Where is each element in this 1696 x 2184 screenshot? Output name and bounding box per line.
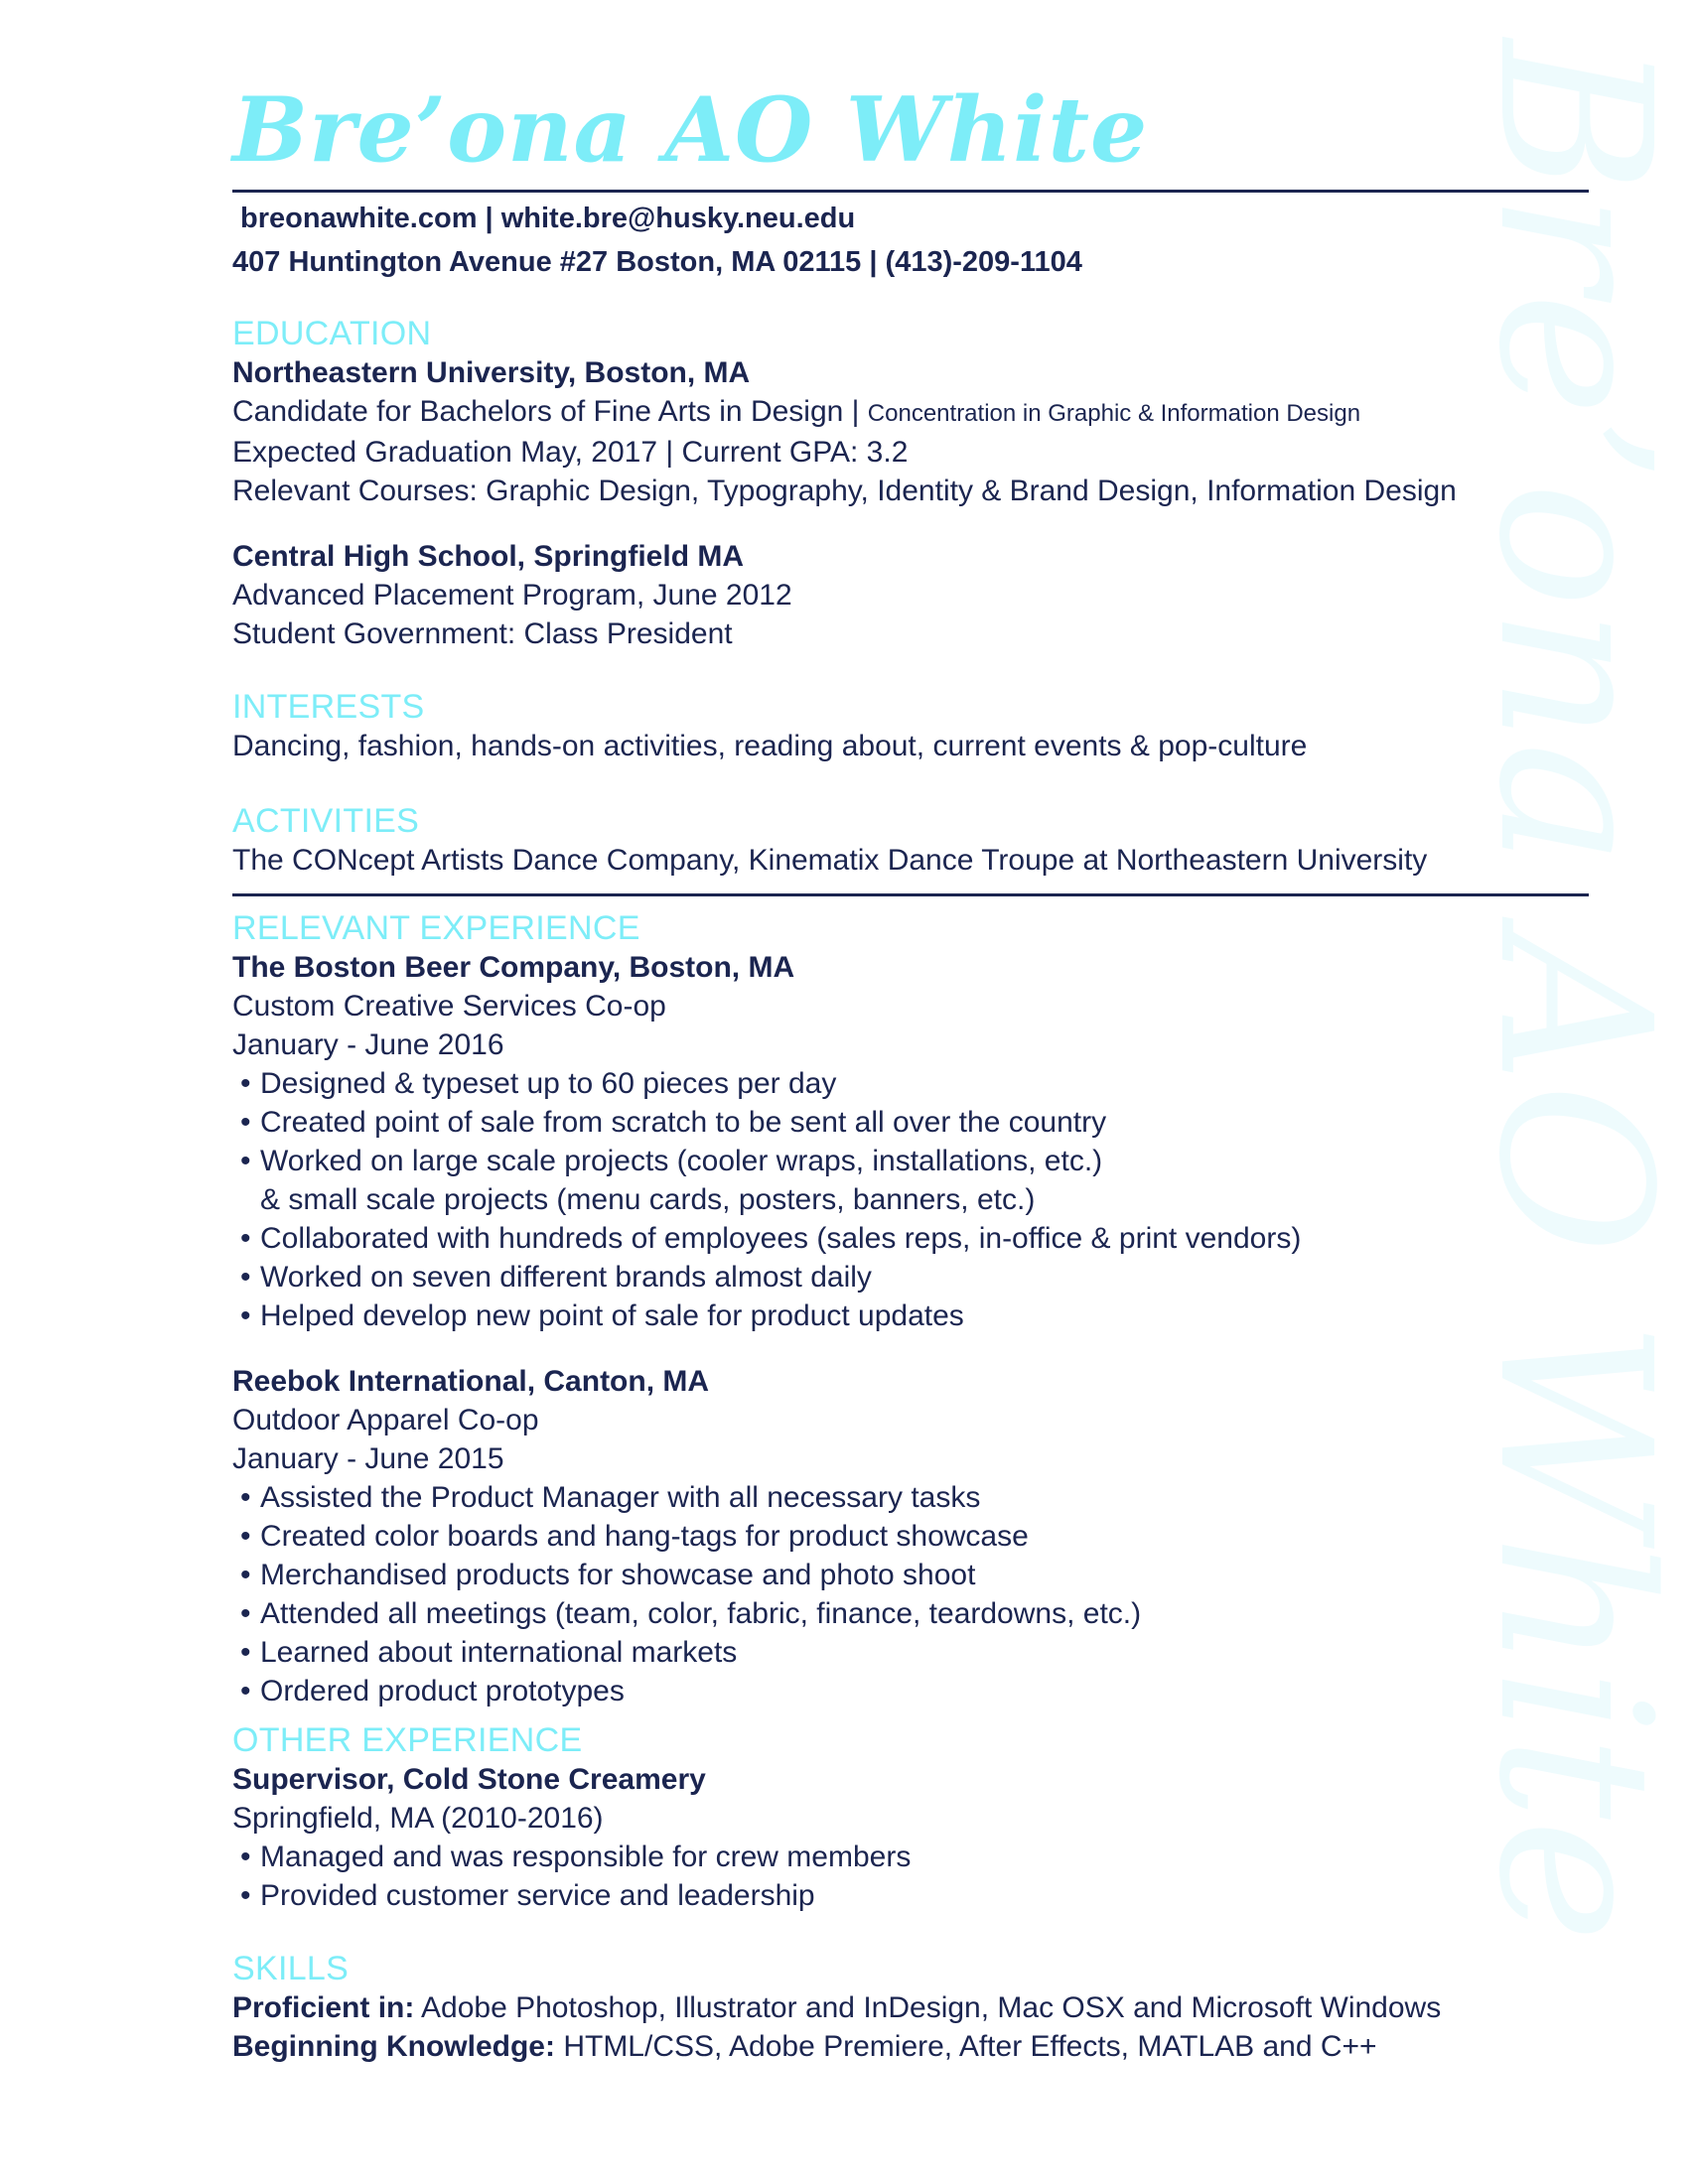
interests-heading: INTERESTS bbox=[232, 688, 425, 726]
degree-line bbox=[232, 392, 1589, 433]
school-name: Central High School, Springfield MA bbox=[232, 540, 745, 573]
interests-section bbox=[232, 687, 1589, 765]
courses-line: Relevant Courses: Graphic Design, Typography, Identity & Brand Design, Information Design bbox=[232, 475, 1457, 507]
concentration-text: Concentration in Graphic & Information Design bbox=[867, 400, 1361, 427]
job-entry bbox=[232, 948, 1589, 1335]
job-bullet: • Collaborated with hundreds of employees (sales reps, in-office & print vendors) bbox=[232, 1219, 1589, 1258]
resume-name: Bre’ona AO White bbox=[232, 77, 1149, 183]
skills-proficient-text: Adobe Photoshop, Illustrator and InDesign, Mac OSX and Microsoft Windows bbox=[421, 1991, 1442, 2024]
skills-beginning bbox=[232, 2027, 1589, 2066]
other-experience-section bbox=[232, 1720, 1589, 1915]
bullet-dot: • bbox=[240, 1481, 251, 1514]
job-company: Supervisor, Cold Stone Creamery bbox=[232, 1763, 706, 1796]
bullet-dot: • bbox=[240, 1261, 251, 1294]
school-detail: Advanced Placement Program, June 2012 bbox=[232, 579, 792, 612]
bullet-dot: • bbox=[240, 1299, 251, 1332]
school-detail: Student Government: Class President bbox=[232, 617, 733, 650]
resume-page bbox=[232, 77, 1589, 2066]
bullet-dot: • bbox=[240, 1559, 251, 1591]
job-dates: January - June 2015 bbox=[232, 1442, 504, 1475]
degree-text: Candidate for Bachelors of Fine Arts in Design | bbox=[232, 395, 868, 428]
job-bullet: • Managed and was responsible for crew members bbox=[232, 1838, 1589, 1876]
contact-address-phone: 407 Huntington Avenue #27 Boston, MA 02115 | (413)-209-1104 bbox=[232, 246, 1082, 278]
bullet-dot: • bbox=[240, 1520, 251, 1553]
job-bullet: • Helped develop new point of sale for product updates bbox=[232, 1297, 1589, 1335]
section-divider bbox=[232, 893, 1589, 896]
education-heading: EDUCATION bbox=[232, 315, 432, 352]
graduation-line: Expected Graduation May, 2017 | Current GPA: 3.2 bbox=[232, 436, 909, 469]
bullet-dot: • bbox=[240, 1841, 251, 1873]
job-bullet: • Provided customer service and leadership bbox=[232, 1876, 1589, 1915]
bullet-dot: • bbox=[240, 1597, 251, 1630]
bullet-dot: • bbox=[240, 1222, 251, 1255]
job-location: Springfield, MA (2010-2016) bbox=[232, 1802, 604, 1835]
skills-beginning-text: HTML/CSS, Adobe Premiere, After Effects, MATLAB and C++ bbox=[563, 2030, 1377, 2063]
job-dates: January - June 2016 bbox=[232, 1028, 504, 1061]
other-experience-heading: OTHER EXPERIENCE bbox=[232, 1721, 583, 1759]
skills-heading: SKILLS bbox=[232, 1950, 350, 1987]
relevant-experience-section bbox=[232, 908, 1589, 1710]
job-bullet: • Ordered product prototypes bbox=[232, 1672, 1589, 1710]
bullet-dot: • bbox=[240, 1675, 251, 1707]
education-section bbox=[232, 314, 1589, 653]
skills-beginning-label: Beginning Knowledge: bbox=[232, 2030, 555, 2063]
job-entry bbox=[232, 1362, 1589, 1710]
job-bullet: • Created color boards and hang-tags for product showcase bbox=[232, 1517, 1589, 1556]
top-divider bbox=[232, 190, 1589, 193]
job-company: Reebok International, Canton, MA bbox=[232, 1365, 710, 1398]
job-bullet: • Created point of sale from scratch to be sent all over the country bbox=[232, 1103, 1589, 1142]
bullet-dot: • bbox=[240, 1636, 251, 1669]
job-bullet-continuation: & small scale projects (menu cards, posters, banners, etc.) bbox=[260, 1183, 1036, 1216]
bullet-dot: • bbox=[240, 1106, 251, 1139]
job-bullet: • Worked on seven different brands almost daily bbox=[232, 1258, 1589, 1297]
school-name: Northeastern University, Boston, MA bbox=[232, 356, 751, 389]
watermark-text: Bre’ona AO White bbox=[1453, 40, 1696, 1943]
bullet-dot: • bbox=[240, 1145, 251, 1177]
job-role: Custom Creative Services Co-op bbox=[232, 990, 666, 1023]
job-bullet: • Learned about international markets bbox=[232, 1633, 1589, 1672]
contact-web-email: breonawhite.com | white.bre@husky.neu.edu bbox=[240, 203, 856, 234]
job-bullet: • Worked on large scale projects (cooler wraps, installations, etc.) bbox=[232, 1142, 1589, 1180]
activities-heading: ACTIVITIES bbox=[232, 802, 420, 840]
skills-proficient bbox=[232, 1988, 1589, 2027]
job-role: Outdoor Apparel Co-op bbox=[232, 1404, 539, 1436]
job-bullet: • Merchandised products for showcase and photo shoot bbox=[232, 1556, 1589, 1594]
interests-text: Dancing, fashion, hands-on activities, reading about, current events & pop-culture bbox=[232, 730, 1308, 762]
activities-section bbox=[232, 801, 1589, 880]
job-bullet: • Attended all meetings (team, color, fabric, finance, teardowns, etc.) bbox=[232, 1594, 1589, 1633]
activities-text: The CONcept Artists Dance Company, Kinematix Dance Troupe at Northeastern University bbox=[232, 844, 1428, 877]
relevant-experience-heading: RELEVANT EXPERIENCE bbox=[232, 909, 640, 947]
job-bullet: • Assisted the Product Manager with all necessary tasks bbox=[232, 1478, 1589, 1517]
contact-block bbox=[232, 197, 1589, 284]
skills-section bbox=[232, 1949, 1589, 2066]
skills-proficient-label: Proficient in: bbox=[232, 1991, 415, 2024]
job-bullet: • Designed & typeset up to 60 pieces per day bbox=[232, 1064, 1589, 1103]
bullet-dot: • bbox=[240, 1879, 251, 1912]
job-company: The Boston Beer Company, Boston, MA bbox=[232, 951, 795, 984]
bullet-dot: • bbox=[240, 1067, 251, 1100]
